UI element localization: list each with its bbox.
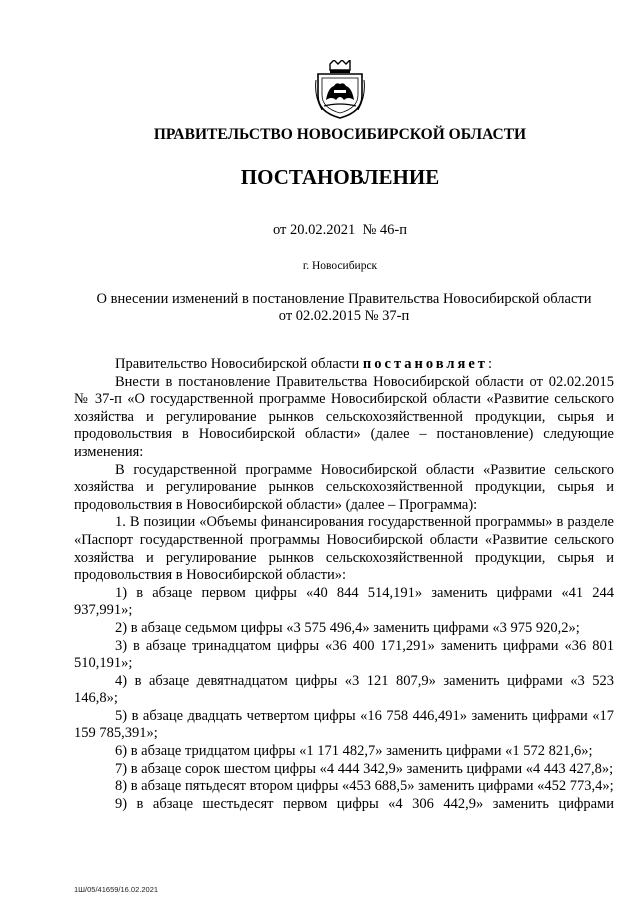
list-item: 4) в абзаце девятнадцатом цифры «3 121 807,9» заменить цифрами «3 523 146,8»; (74, 672, 614, 707)
document-footer-code: 1Ш/05/41659/16.02.2021 (74, 885, 159, 894)
paragraph-program: В государственной программе Новосибирской области «Развитие сельского хозяйства и регулирование рынков сельскохозяйственной продукции, сырья и продовольствия в Новосибирской области» (далее – Программа): (74, 461, 614, 513)
paragraph-amendment: Внести в постановление Правительства Новосибирской области от 02.02.2015 № 37-п «О государственной программе Новосибирской области «Развитие сельского хозяйства и регулирование рынков сельскохозяйственной продукции, сырья и продовольствия в Новосибирской области» (далее – постановление) следующие изменения: (74, 373, 614, 460)
decree-intro-text: Правительство Новосибирской области (115, 356, 363, 372)
document-type: ПОСТАНОВЛЕНИЕ (240, 165, 440, 189)
list-item: 2) в абзаце седьмом цифры «3 575 496,4» заменить цифрами «3 975 920,2»; (115, 619, 580, 636)
list-item: 1) в абзаце первом цифры «40 844 514,191» заменить цифрами «41 244 937,991»; (74, 584, 614, 619)
list-item: 6) в абзаце тридцатом цифры «1 171 482,7» заменить цифрами «1 572 821,6»; (115, 743, 593, 760)
decree-tail: : (487, 356, 492, 372)
decree-word: постановляет (362, 356, 488, 372)
document-date-number: от 20.02.2021 № 46-п (272, 222, 408, 238)
decree-intro (74, 356, 614, 374)
list-item: 8) в абзаце пятьдесят втором цифры «453 688,5» заменить цифрами «452 773,4»; (115, 778, 614, 795)
coat-of-arms-icon (314, 60, 366, 120)
subject-line-1: О внесении изменений в постановление Правительства Новосибирской области (96, 291, 592, 307)
document-body (74, 356, 614, 813)
document-city: г. Новосибирск (302, 260, 378, 272)
subject-line-2: от 02.02.2015 № 37-п (278, 308, 410, 324)
organization-title: ПРАВИТЕЛЬСТВО НОВОСИБИРСКОЙ ОБЛАСТИ (153, 126, 527, 143)
list-item: 9) в абзаце шестьдесят первом цифры «4 306 442,9» заменить цифрами (115, 795, 614, 812)
list-item: 7) в абзаце сорок шестом цифры «4 444 342,9» заменить цифрами «4 443 427,8»; (115, 760, 614, 777)
list-item: 3) в абзаце тринадцатом цифры «36 400 171,291» заменить цифрами «36 801 510,191»; (74, 637, 614, 672)
document-subject (74, 291, 614, 325)
paragraph-item-1: 1. В позиции «Объемы финансирования государственной программы» в разделе «Паспорт государственной программы Новосибирской области «Развитие сельского хозяйства и регулирование рынков сельскохозяйственной продукции, сырья и продовольствия в Новосибирской области»: (74, 514, 614, 584)
list-item: 5) в абзаце двадцать четвертом цифры «16 758 446,491» заменить цифрами «17 159 785,391»; (74, 707, 614, 742)
